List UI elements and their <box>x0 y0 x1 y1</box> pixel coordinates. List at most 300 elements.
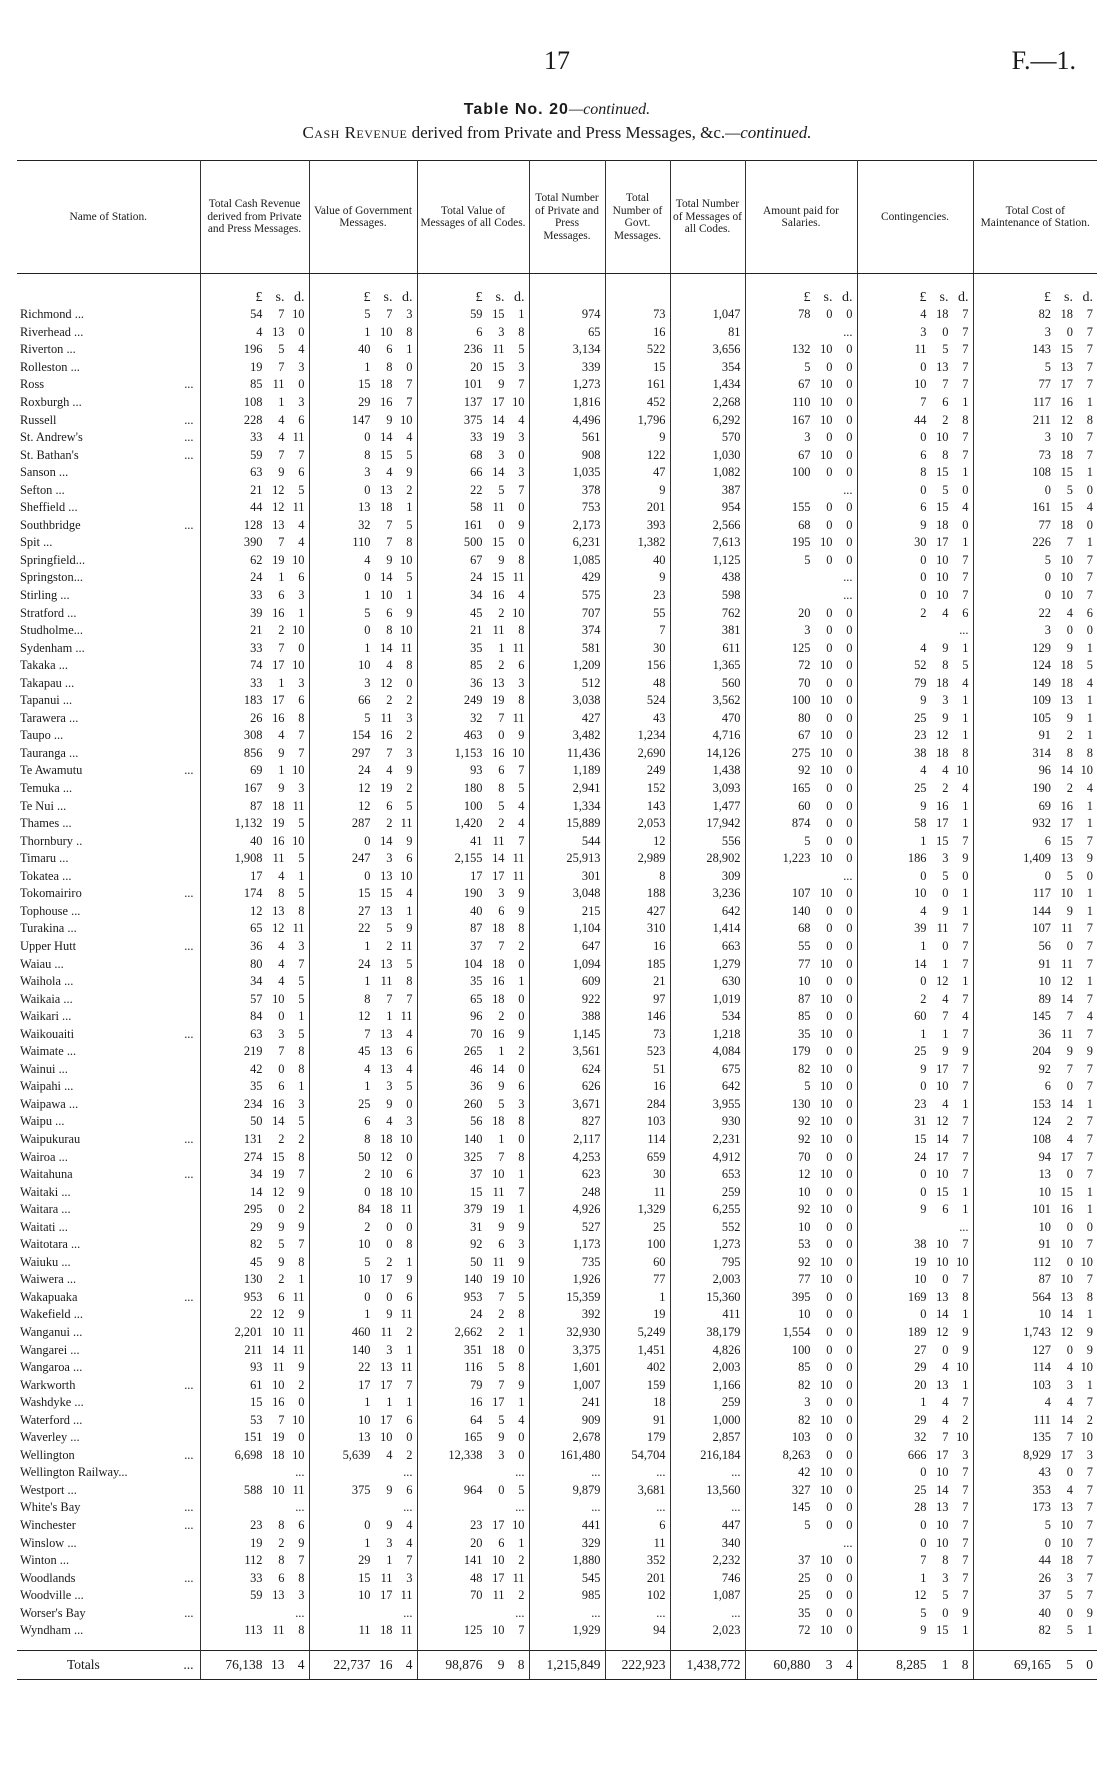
pence: 1 <box>962 886 969 901</box>
salaries <box>745 306 857 324</box>
leader-dots: ... <box>184 1605 194 1620</box>
salaries: ... <box>745 1534 857 1552</box>
pence: 0 <box>406 1149 413 1164</box>
contingencies <box>857 657 973 675</box>
shillings: 13 <box>380 1360 393 1375</box>
all-value <box>417 920 529 938</box>
shillings: 18 <box>492 921 505 936</box>
lsd-value <box>862 885 969 902</box>
maintenance <box>973 990 1097 1008</box>
cash-revenue <box>200 639 309 657</box>
contingencies <box>857 990 973 1008</box>
lsd-value <box>314 1043 413 1060</box>
shillings: 10 <box>1060 886 1073 901</box>
pence: 0 <box>846 938 853 953</box>
num-private: 512 <box>529 674 605 692</box>
pounds: 13 <box>358 1430 371 1445</box>
lsd-value <box>422 359 525 376</box>
salaries <box>745 990 857 1008</box>
table-row <box>17 1061 1097 1079</box>
salaries <box>745 429 857 447</box>
table-row <box>17 920 1097 938</box>
num-govt: 48 <box>605 674 670 692</box>
lsd-value <box>862 991 969 1008</box>
cash-revenue <box>200 1359 309 1377</box>
pounds: 20 <box>914 1377 927 1392</box>
shillings: 10 <box>936 430 949 445</box>
pounds: 196 <box>243 342 263 357</box>
lsd-value <box>750 692 853 709</box>
pounds: 70 <box>798 675 811 690</box>
all-value <box>417 324 529 342</box>
pence: 1 <box>1086 903 1093 918</box>
lsd-value <box>422 1587 525 1604</box>
total-contingencies <box>857 1650 973 1679</box>
shillings: 11 <box>492 342 505 357</box>
shillings: 4 <box>1066 1395 1073 1410</box>
salaries <box>745 1447 857 1465</box>
salaries: ... <box>745 587 857 605</box>
shillings: 5 <box>1066 868 1073 883</box>
shillings: 16 <box>492 974 505 989</box>
num-govt: 427 <box>605 903 670 921</box>
lsd-value <box>205 1008 305 1025</box>
shillings: 9 <box>1066 710 1073 725</box>
lsd-value <box>205 850 305 867</box>
govt-value <box>309 587 417 605</box>
pounds: 8,929 <box>1023 1447 1051 1462</box>
pounds: 91 <box>1038 728 1051 743</box>
pounds: 4 <box>920 640 927 655</box>
pounds: 9 <box>920 517 927 532</box>
lsd-value <box>422 780 525 797</box>
pence: 2 <box>518 1044 525 1059</box>
shillings: 0 <box>942 1605 949 1620</box>
pence: 0 <box>518 1430 525 1445</box>
pence: 0 <box>406 1430 413 1445</box>
shillings: 15 <box>492 359 505 374</box>
shillings: 10 <box>936 1535 949 1550</box>
shillings: 1 <box>498 1044 505 1059</box>
shillings: 7 <box>1066 1430 1073 1445</box>
pence: 7 <box>518 1184 525 1199</box>
pounds: 22 <box>1038 605 1051 620</box>
contingencies <box>857 429 973 447</box>
shillings: 7 <box>278 307 285 322</box>
salaries <box>745 1289 857 1307</box>
pence: 7 <box>1086 1131 1093 1146</box>
salaries: ... <box>745 324 857 342</box>
lsd-value <box>422 306 525 323</box>
shillings: 11 <box>1061 956 1073 971</box>
govt-value <box>309 1271 417 1289</box>
lsd-value <box>422 1008 525 1025</box>
contingencies <box>857 1324 973 1342</box>
govt-value <box>309 446 417 464</box>
station-name <box>17 657 200 675</box>
shillings: 3 <box>825 1657 833 1673</box>
contingencies <box>857 1447 973 1465</box>
shillings: 10 <box>492 1167 505 1182</box>
maintenance <box>973 1008 1097 1026</box>
shillings: 0 <box>826 798 833 813</box>
pence: 0 <box>1086 623 1093 638</box>
pence: 8 <box>518 552 525 567</box>
total-all-value <box>417 1650 529 1679</box>
pounds: 8 <box>364 991 371 1006</box>
govt-value <box>309 797 417 815</box>
table-row <box>17 780 1097 798</box>
maintenance <box>973 903 1097 921</box>
shillings: 0 <box>826 1149 833 1164</box>
shillings: 4 <box>278 412 285 427</box>
pence: 10 <box>512 1518 525 1532</box>
unit-cell <box>309 282 417 306</box>
station-name <box>17 499 200 517</box>
pounds: 82 <box>1038 1623 1051 1638</box>
pence: 10 <box>512 395 525 409</box>
maintenance <box>973 1061 1097 1079</box>
lsd-value <box>978 1429 1094 1446</box>
lsd-value <box>314 587 413 604</box>
shillings: 13 <box>1060 1500 1073 1515</box>
pounds: 1 <box>920 1570 927 1585</box>
pounds: 82 <box>798 1377 811 1392</box>
shillings: 18 <box>380 1184 393 1199</box>
salaries <box>745 1306 857 1324</box>
cash-revenue <box>200 499 309 517</box>
lsd-value <box>862 833 969 850</box>
shillings: 17 <box>380 1272 393 1287</box>
lsd-value <box>422 850 525 867</box>
lsd-value <box>205 780 305 797</box>
lsd-value <box>862 1254 969 1271</box>
shillings: 14 <box>380 430 393 445</box>
all-value <box>417 1447 529 1465</box>
all-value <box>417 446 529 464</box>
pounds: 124 <box>1032 658 1051 673</box>
all-value: ... <box>417 1604 529 1622</box>
pence: 0 <box>518 1009 525 1024</box>
num-private: 4,253 <box>529 1148 605 1166</box>
contingencies <box>857 604 973 622</box>
salaries <box>745 1183 857 1201</box>
salaries <box>745 1254 857 1272</box>
lsd-value <box>422 1324 525 1341</box>
pounds: 89 <box>1038 991 1051 1006</box>
station-label: Temuka ... <box>20 781 73 796</box>
pounds: 79 <box>470 1377 483 1392</box>
shillings: 19 <box>492 1202 505 1217</box>
num-govt: 143 <box>605 797 670 815</box>
shillings: 9 <box>278 1254 285 1269</box>
pence: 0 <box>846 1518 853 1532</box>
govt-value <box>309 903 417 921</box>
salaries <box>745 1464 857 1482</box>
maintenance <box>973 1131 1097 1149</box>
lsd-value <box>205 1254 305 1271</box>
govt-value <box>309 639 417 657</box>
station-label: Waipahi ... <box>20 1079 74 1094</box>
pounds: 1 <box>920 833 927 848</box>
maintenance <box>973 973 1097 991</box>
pound-symbol: £ <box>475 290 483 305</box>
lsd-value <box>422 675 525 692</box>
unit-labels <box>862 289 969 306</box>
pounds: 3 <box>920 324 927 339</box>
num-private: 575 <box>529 587 605 605</box>
pence: 0 <box>1086 1657 1093 1673</box>
station-label: White's Bay <box>20 1500 81 1515</box>
num-govt: 73 <box>605 1025 670 1043</box>
unit-labels <box>750 289 853 306</box>
pence: 11 <box>512 851 525 866</box>
num-all: 216,184 <box>670 1447 745 1465</box>
lsd-value <box>750 1113 853 1130</box>
num-all: 642 <box>670 903 745 921</box>
num-private: 974 <box>529 306 605 324</box>
num-govt: 9 <box>605 569 670 587</box>
shillings: 15 <box>1060 1184 1073 1199</box>
shillings: 2 <box>498 1009 505 1024</box>
station-name <box>17 1447 200 1465</box>
station-label: Waimate ... <box>20 1044 77 1059</box>
pounds: 22 <box>470 482 483 497</box>
pounds: 22,737 <box>333 1657 371 1673</box>
lsd-value <box>750 1131 853 1148</box>
station-label: Wangaroa ... <box>20 1360 83 1375</box>
contingencies <box>857 446 973 464</box>
pence: 7 <box>962 1167 969 1182</box>
shillings: 4 <box>1066 1131 1073 1146</box>
lsd-value <box>978 341 1094 358</box>
num-govt: ... <box>605 1464 670 1482</box>
station-label: Waitati ... <box>20 1219 68 1234</box>
shillings: 14 <box>272 1342 285 1357</box>
pence: 7 <box>1086 377 1093 392</box>
shillings: 11 <box>272 851 285 866</box>
station-label: Waikari ... <box>20 1009 72 1024</box>
pounds: 107 <box>791 886 811 901</box>
num-private: 15,889 <box>529 815 605 833</box>
num-all: 411 <box>670 1306 745 1324</box>
station-label: Wairoa ... <box>20 1149 68 1164</box>
pence: 11 <box>400 1009 413 1024</box>
lsd-value <box>978 1201 1094 1218</box>
contingencies <box>857 534 973 552</box>
pence: 7 <box>1086 833 1093 848</box>
shillings: 18 <box>380 1623 393 1638</box>
lsd-value <box>314 552 413 569</box>
maintenance <box>973 1271 1097 1289</box>
pounds: 33 <box>250 640 263 655</box>
salaries <box>745 1061 857 1079</box>
pounds: 46 <box>470 1061 483 1076</box>
pence: 0 <box>406 675 413 690</box>
pounds: 37 <box>470 1167 483 1182</box>
shillings: 13 <box>936 1289 949 1304</box>
table-row <box>17 499 1097 517</box>
num-private: 429 <box>529 569 605 587</box>
pence: 2 <box>406 728 413 743</box>
pounds: 29 <box>914 1412 927 1427</box>
lsd-value <box>314 1447 413 1464</box>
page-number: 17 <box>544 46 570 75</box>
contingencies <box>857 832 973 850</box>
salaries <box>745 622 857 640</box>
lsd-value <box>862 780 969 797</box>
table-row <box>17 1078 1097 1096</box>
spacer-row <box>17 1640 1097 1651</box>
lsd-value <box>422 1482 525 1499</box>
salaries <box>745 1025 857 1043</box>
cash-revenue <box>200 394 309 412</box>
all-value <box>417 727 529 745</box>
table-row <box>17 727 1097 745</box>
pence: 7 <box>962 1482 969 1497</box>
govt-value <box>309 306 417 324</box>
unit-cell <box>200 282 309 306</box>
shillings: 4 <box>386 1114 393 1129</box>
pence: 5 <box>406 1079 413 1094</box>
cash-revenue <box>200 1236 309 1254</box>
num-private: 441 <box>529 1517 605 1535</box>
lsd-value <box>314 1078 413 1095</box>
pounds: 31 <box>914 1114 927 1129</box>
pounds: 12,338 <box>448 1447 483 1462</box>
num-govt: 1,451 <box>605 1341 670 1359</box>
maintenance <box>973 1166 1097 1184</box>
table-row <box>17 674 1097 692</box>
pence: 10 <box>512 605 525 620</box>
lsd-value <box>862 1517 969 1534</box>
lsd-value <box>750 1517 853 1534</box>
pence: 0 <box>1086 517 1093 532</box>
lsd-value <box>750 1570 853 1587</box>
leader-dots: ... <box>184 938 194 953</box>
lsd-value <box>862 868 969 885</box>
cash-revenue <box>200 990 309 1008</box>
lsd-value <box>314 640 413 657</box>
cash-revenue <box>200 1131 309 1149</box>
pounds: 8,263 <box>782 1447 811 1462</box>
pounds: 127 <box>1032 1342 1051 1357</box>
station-name <box>17 1464 200 1482</box>
table-row <box>17 359 1097 377</box>
pence: 7 <box>1086 956 1093 971</box>
table-row <box>17 1376 1097 1394</box>
lsd-value <box>862 903 969 920</box>
pounds: 37 <box>798 1553 811 1568</box>
pounds: 144 <box>1032 903 1051 918</box>
all-value <box>417 1131 529 1149</box>
shillings: 19 <box>272 1430 285 1445</box>
pounds: 10 <box>358 1588 371 1603</box>
shillings: 0 <box>826 675 833 690</box>
govt-value <box>309 1376 417 1394</box>
pounds: 0 <box>920 1079 927 1094</box>
lsd-value <box>750 359 853 376</box>
lsd-value <box>422 1026 525 1043</box>
pence: 0 <box>846 1342 853 1357</box>
cash-revenue <box>200 920 309 938</box>
lsd-value <box>205 1096 305 1113</box>
salaries <box>745 1517 857 1535</box>
pounds: 153 <box>1032 1096 1051 1111</box>
num-govt: 659 <box>605 1148 670 1166</box>
pounds: 124 <box>1032 1114 1051 1129</box>
table-row <box>17 1429 1097 1447</box>
pence: 10 <box>292 833 305 848</box>
shillings: 10 <box>272 991 285 1006</box>
pence: 2 <box>406 482 413 497</box>
pence: 10 <box>292 623 305 638</box>
lsd-value <box>978 1517 1094 1534</box>
lsd-value <box>978 1254 1094 1271</box>
maintenance <box>973 692 1097 710</box>
maintenance <box>973 1113 1097 1131</box>
shillings: 10 <box>1060 1272 1073 1287</box>
station-label: Waipawa ... <box>20 1096 79 1111</box>
pence: 5 <box>298 886 305 901</box>
lsd-value <box>750 1254 853 1271</box>
contingencies <box>857 815 973 833</box>
pounds: 125 <box>463 1623 483 1638</box>
pounds: 15 <box>358 1570 371 1585</box>
shillings: 9 <box>1066 903 1073 918</box>
station-label: St. Andrew's <box>20 430 83 445</box>
lsd-value <box>314 1552 413 1569</box>
lsd-value <box>978 569 1094 586</box>
table-row <box>17 1113 1097 1131</box>
cash-revenue <box>200 955 309 973</box>
pence: 1 <box>962 640 969 655</box>
pounds: 66 <box>358 693 371 708</box>
pence: 4 <box>845 1657 853 1673</box>
pounds: 33 <box>250 588 263 603</box>
lsd-value <box>314 1482 413 1499</box>
num-govt: 60 <box>605 1254 670 1272</box>
cash-revenue <box>200 727 309 745</box>
all-value <box>417 797 529 815</box>
shillings: 9 <box>278 1219 285 1234</box>
station-name <box>17 973 200 991</box>
pence: 11 <box>400 816 413 831</box>
num-all: 309 <box>670 868 745 886</box>
pence: 0 <box>846 1307 853 1322</box>
govt-value <box>309 1148 417 1166</box>
shillings: 3 <box>498 1447 505 1462</box>
all-value <box>417 938 529 956</box>
pence: 1 <box>1086 640 1093 655</box>
contingencies <box>857 1061 973 1079</box>
lsd-value <box>750 1219 853 1236</box>
lsd-value <box>978 1219 1094 1236</box>
lsd-value <box>205 710 305 727</box>
salaries <box>745 1131 857 1149</box>
num-govt: 146 <box>605 1008 670 1026</box>
lsd-value <box>978 710 1094 727</box>
shillings: 0 <box>278 1202 285 1217</box>
station-label: Woodlands <box>20 1570 76 1585</box>
pound-symbol: £ <box>1044 290 1051 305</box>
maintenance <box>973 1429 1097 1447</box>
lsd-value <box>750 499 853 516</box>
shillings: 18 <box>1060 517 1073 532</box>
lsd-value <box>862 429 969 446</box>
num-govt: 1,796 <box>605 411 670 429</box>
shillings: 11 <box>272 1623 285 1638</box>
